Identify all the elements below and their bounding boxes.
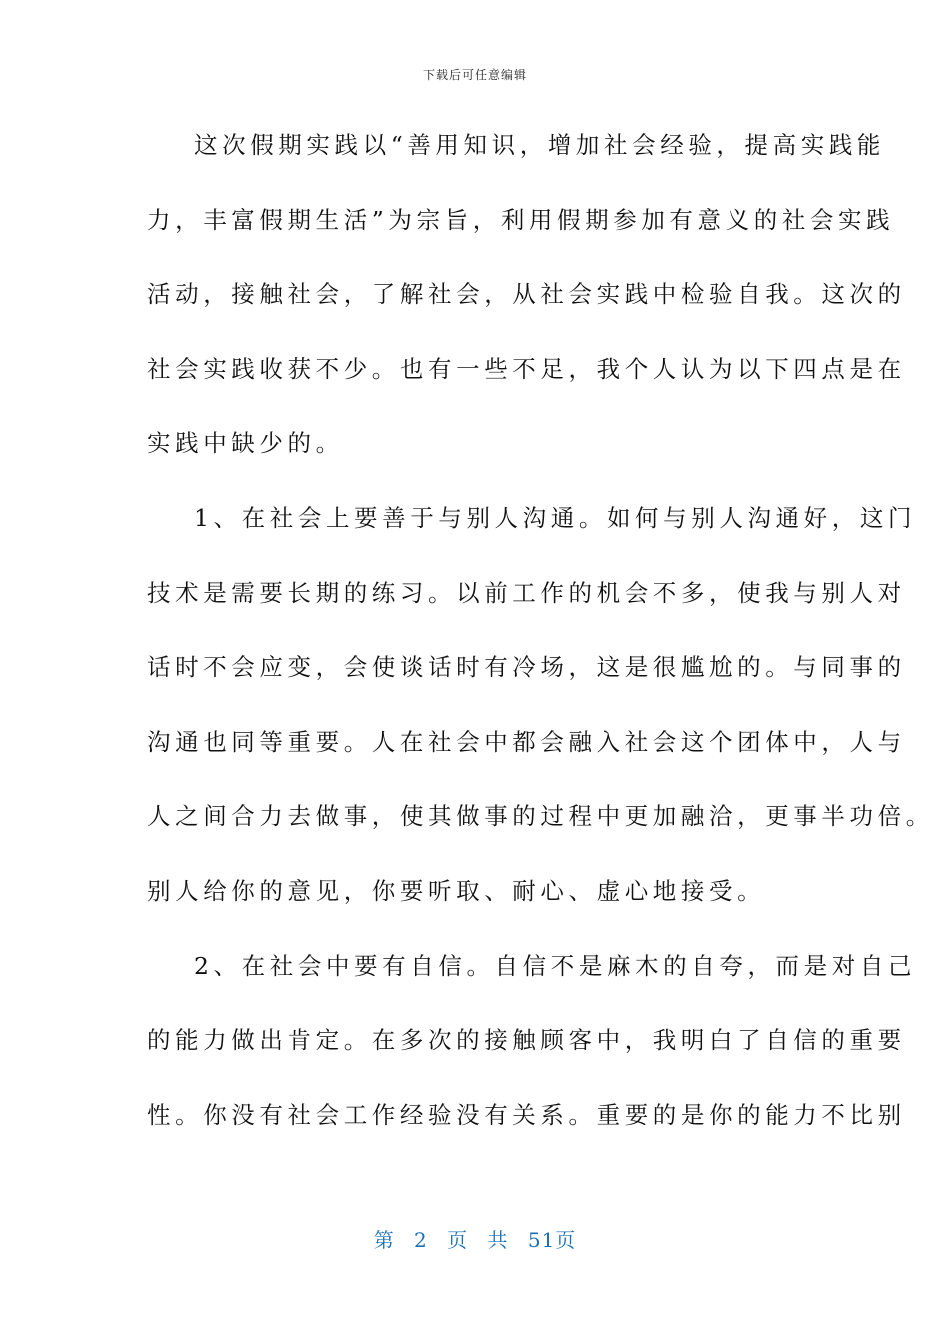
text-line: 的能力做出肯定。在多次的接触顾客中，我明白了自信的重要 — [147, 1026, 906, 1055]
document-body — [147, 122, 934, 1166]
text-line: 社会实践收获不少。也有一些不足，我个人认为以下四点是在 — [147, 354, 906, 383]
text-line: 性。你没有社会工作经验没有关系。重要的是你的能力不比别 — [147, 1100, 906, 1129]
footer-total-pages: 51页 — [527, 1228, 577, 1252]
footer-label-total: 共 — [487, 1228, 509, 1252]
footer-current-page: 2 — [414, 1228, 428, 1252]
text-line: 力，丰富假期生活”为宗旨，利用假期参加有意义的社会实践 — [147, 205, 895, 234]
text-line: 2、在社会中要有自信。自信不是麻木的自夸，而是对自己 — [194, 951, 917, 980]
footer-label-prefix: 第 — [373, 1228, 395, 1252]
text-line: 1、在社会上要善于与别人沟通。如何与别人沟通好，这门 — [194, 503, 917, 532]
text-line: 沟通也同等重要。人在社会中都会融入社会这个团体中，人与 — [147, 727, 906, 756]
page-footer — [0, 1224, 950, 1253]
text-line: 技术是需要长期的练习。以前工作的机会不多，使我与别人对 — [147, 578, 906, 607]
text-line: 这次假期实践以“善用知识，增加社会经验，提高实践能 — [194, 131, 886, 159]
text-line: 活动，接触社会，了解社会，从社会实践中检验自我。这次的 — [147, 280, 906, 309]
text-line: 人之间合力去做事，使其做事的过程中更加融洽，更事半功倍。 — [147, 802, 934, 831]
text-line: 别人给你的意见，你要听取、耐心、虚心地接受。 — [147, 876, 766, 905]
header-note: 下载后可任意编辑 — [422, 68, 527, 82]
text-line: 实践中缺少的。 — [147, 429, 344, 458]
text-line: 话时不会应变，会使谈话时有冷场，这是很尴尬的。与同事的 — [147, 653, 906, 682]
footer-label-mid: 页 — [447, 1228, 469, 1252]
